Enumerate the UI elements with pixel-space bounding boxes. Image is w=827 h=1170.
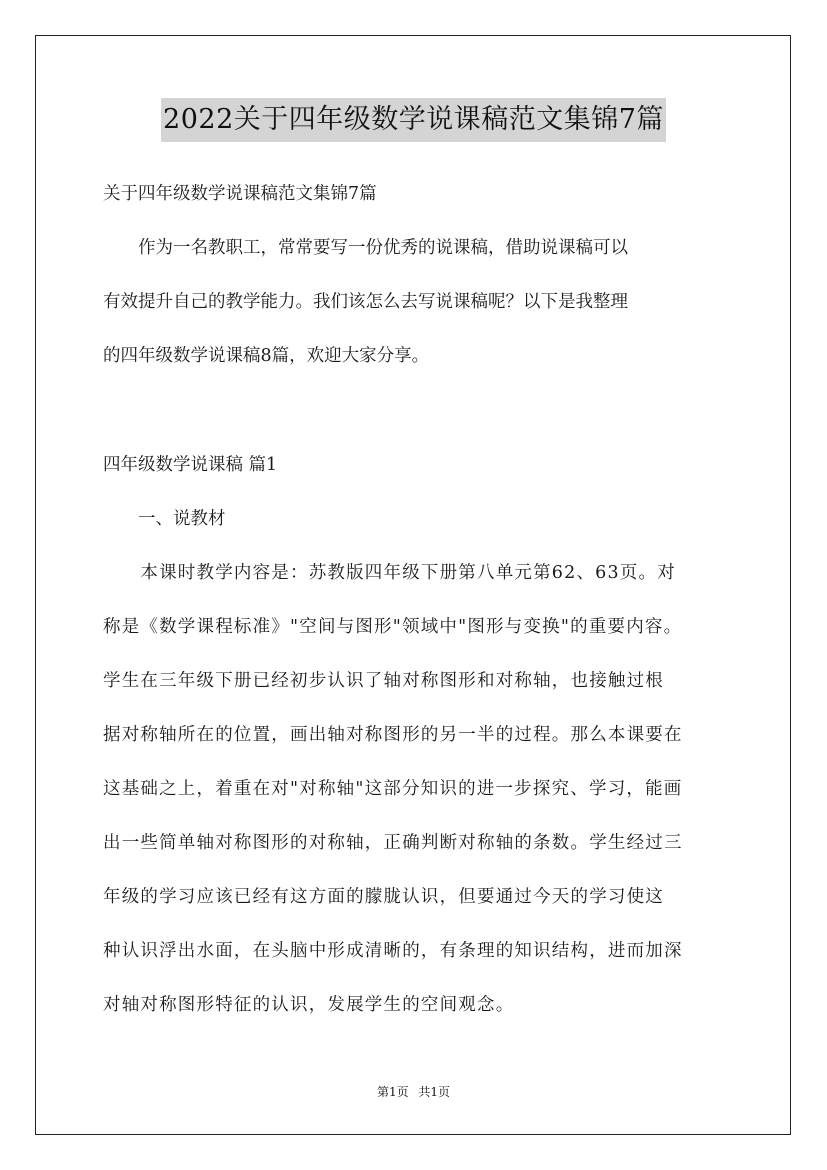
intro-line: 作为一名教职工，常常要写一份优秀的说课稿，借助说课稿可以 <box>103 238 628 258</box>
page-total: 共1页 <box>418 1085 451 1099</box>
body-line: 本课时教学内容是：苏教版四年级下册第八单元第62、63页。对 <box>103 563 676 583</box>
document-title: 2022关于四年级数学说课稿范文集锦7篇 <box>161 98 666 142</box>
body-line: 出一些简单轴对称图形的对称轴，正确判断对称轴的条数。学生经过三 <box>103 833 683 853</box>
body-line: 学生在三年级下册已经初步认识了轴对称图形和对称轴，也接触过根 <box>103 671 664 691</box>
sub-heading: 一、说教材 <box>103 509 226 529</box>
body-line: 对轴对称图形特征的认识，发展学生的空间观念。 <box>103 995 515 1015</box>
intro-line: 有效提升自己的教学能力。我们该怎么去写说课稿呢？以下是我整理 <box>103 292 628 312</box>
intro-line: 的四年级数学说课稿8篇，欢迎大家分享。 <box>103 346 430 366</box>
body-line: 种认识浮出水面，在头脑中形成清晰的，有条理的知识结构，进而加深 <box>103 941 683 961</box>
title-area <box>0 98 827 142</box>
body-line: 这基础之上，着重在对"对称轴"这部分知识的进一步探究、学习，能画 <box>103 779 683 799</box>
page-footer <box>0 1083 827 1100</box>
document-subtitle: 关于四年级数学说课稿范文集锦7篇 <box>103 184 377 204</box>
section-heading: 四年级数学说课稿 篇1 <box>103 455 278 475</box>
body-line: 称是《数学课程标准》"空间与图形"领域中"图形与变换"的重要内容。 <box>103 617 683 637</box>
body-line: 年级的学习应该已经有这方面的朦胧认识，但要通过今天的学习使这 <box>103 887 664 907</box>
body-line: 据对称轴所在的位置，画出轴对称图形的另一半的过程。那么本课要在 <box>103 725 683 745</box>
page-number: 第1页 <box>376 1085 409 1099</box>
